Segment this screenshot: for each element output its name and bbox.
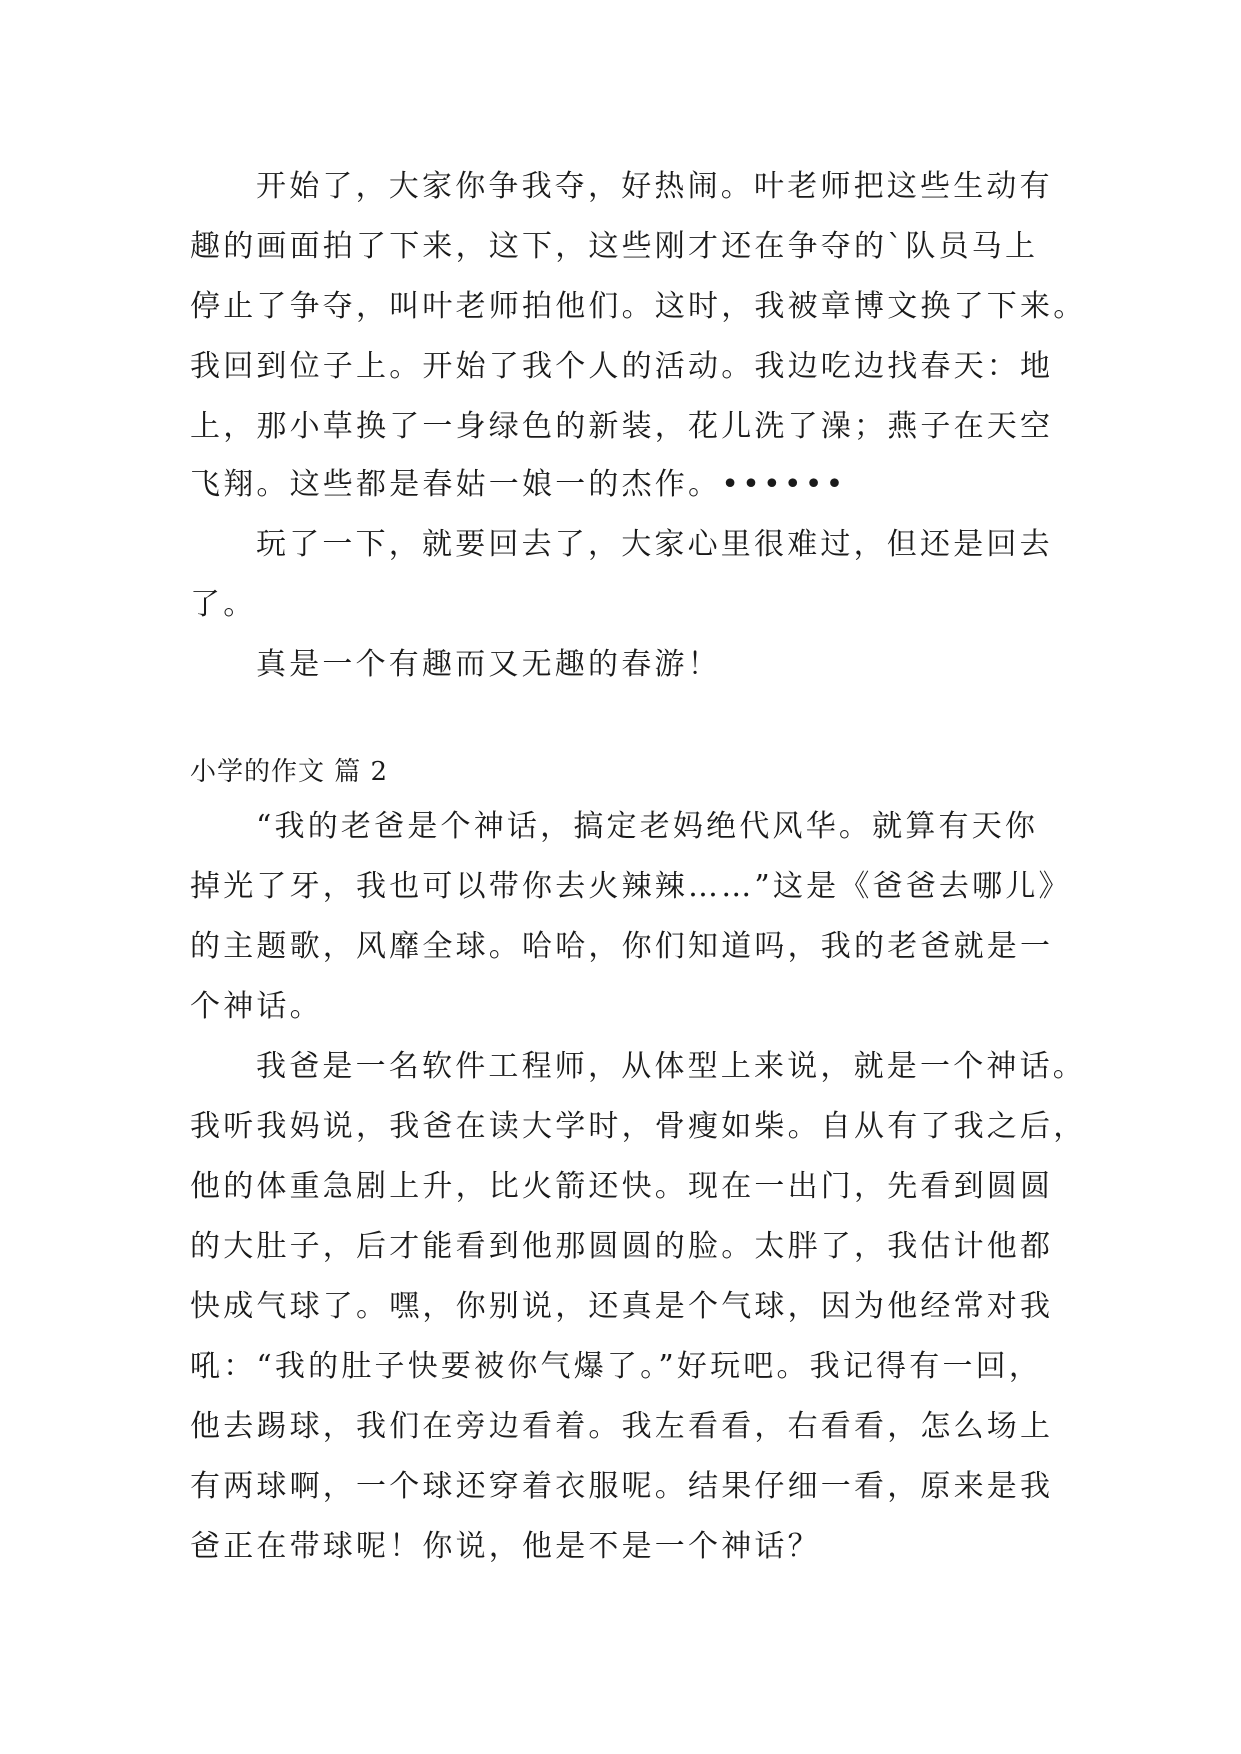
paragraph-line: 吼：“我的肚子快要被你气爆了。”好玩吧。我记得有一回， [190,1349,1043,1384]
paragraph-line: 趣的画面拍了下来，这下，这些刚才还在争夺的`队员马上 [190,229,1039,264]
paragraph-line: “我的老爸是个神话，搞定老妈绝代风华。就算有天你 [256,809,1039,844]
paragraph-line: 飞翔。这些都是春姑一娘一的杰作。•••••• [190,467,847,502]
paragraph-line: 上，那小草换了一身绿色的新装，花儿洗了澡；燕子在天空 [190,409,1054,444]
paragraph-line: 的大肚子，后才能看到他那圆圆的脸。太胖了，我估计他都 [190,1229,1054,1264]
paragraph-line: 我爸是一名软件工程师，从体型上来说，就是一个神话。 [256,1049,1086,1084]
paragraph-line: 他的体重急剧上升，比火箭还快。现在一出门，先看到圆圆 [190,1169,1054,1204]
paragraph-line: 我听我妈说，我爸在读大学时，骨瘦如柴。自从有了我之后， [190,1109,1087,1144]
paragraph-line: 玩了一下，就要回去了，大家心里很难过，但还是回去 [256,527,1053,562]
paragraph-line: 的主题歌，风靡全球。哈哈，你们知道吗，我的老爸就是一 [190,929,1054,964]
paragraph-line: 他去踢球，我们在旁边看着。我左看看，右看看，怎么场上 [190,1409,1054,1444]
paragraph-line: 开始了，大家你争我夺，好热闹。叶老师把这些生动有 [256,169,1053,204]
paragraph-line: 快成气球了。嘿，你别说，还真是个气球，因为他经常对我 [190,1289,1054,1324]
paragraph-line: 爸正在带球呢！你说，他是不是一个神话？ [190,1529,821,1564]
paragraph-line: 停止了争夺，叫叶老师拍他们。这时，我被章博文换了下来。 [190,289,1087,324]
paragraph-line: 掉光了牙，我也可以带你去火辣辣……”这是《爸爸去哪儿》 [190,869,1072,904]
paragraph-line: 我回到位子上。开始了我个人的活动。我边吃边找春天：地 [190,349,1054,384]
paragraph-line: 真是一个有趣而又无趣的春游！ [256,647,721,682]
paragraph-line: 了。 [190,587,257,622]
paragraph-line: 有两球啊，一个球还穿着衣服呢。结果仔细一看，原来是我 [190,1469,1054,1504]
section-heading: 小学的作文 篇 2 [190,757,389,787]
paragraph-line: 个神话。 [190,989,323,1024]
